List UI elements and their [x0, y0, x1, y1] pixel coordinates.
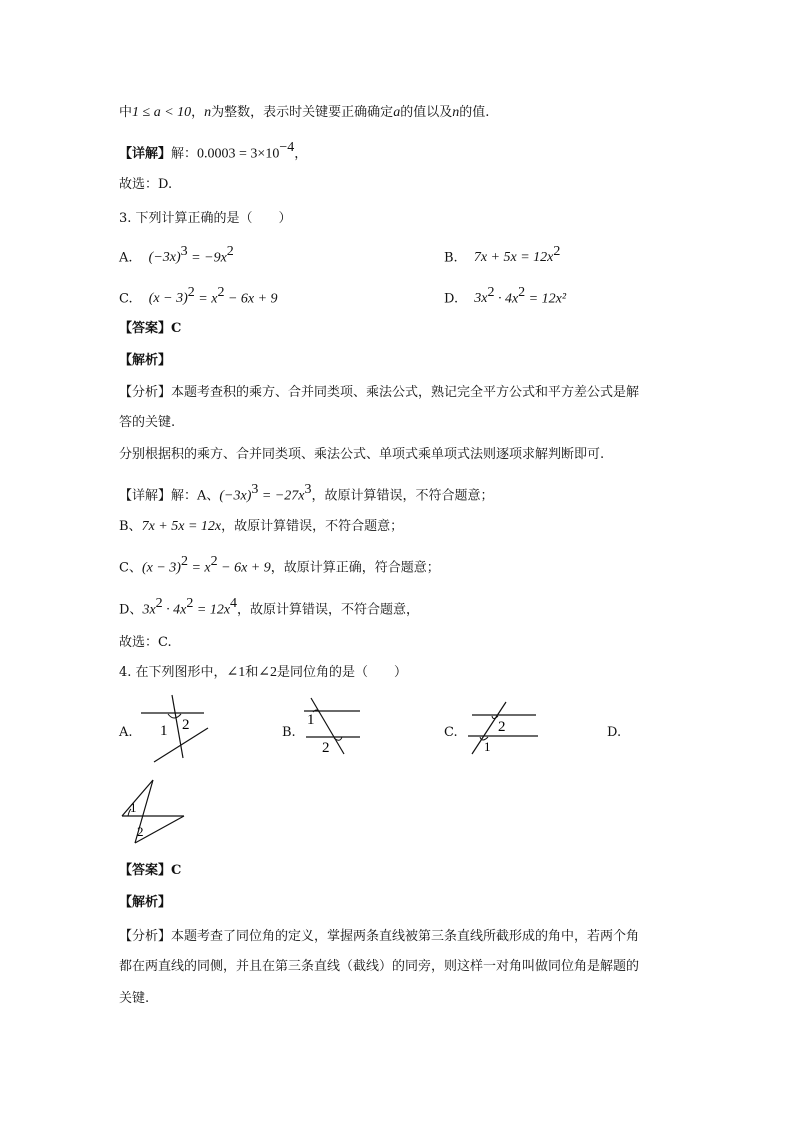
intro-line — [119, 104, 489, 122]
math-exponent: 2 — [217, 285, 225, 300]
figure-label-2: 2 — [137, 824, 144, 839]
figure-c — [462, 700, 542, 758]
math-expression: 3x — [142, 602, 156, 618]
detail-text: ，故原计算错误，不符合题意， — [237, 602, 420, 618]
math-expression: = 12x — [193, 602, 231, 618]
detail-text: D、 — [119, 602, 143, 618]
q3-answer: 【答案】C — [119, 321, 182, 336]
q4-option-a-letter: A. — [119, 725, 133, 740]
math-expression: (x − 3) — [141, 560, 181, 576]
detail-text: B、 — [119, 519, 142, 534]
math-exponent: 3 — [180, 244, 188, 259]
math-exponent: 2 — [226, 244, 234, 259]
q3-detail-b — [119, 518, 403, 536]
q3-detail-d — [119, 596, 419, 619]
math-exponent: 3 — [304, 482, 312, 497]
option-letter: B. — [444, 250, 458, 266]
q3-analysis-line-3: 分别根据积的乘方、合并同类项、乘法公式、单项式乘单项式法则逐项求解判断即可. — [119, 447, 605, 462]
math-exponent: 2 — [155, 596, 163, 611]
q3-option-d — [444, 285, 566, 308]
detail-text: ，故原计算正确，符合题意； — [270, 560, 440, 576]
detail-text: C、 — [119, 560, 142, 576]
figure-label-2: 2 — [498, 719, 506, 735]
math-expression: 7x + 5x = 12x — [141, 519, 222, 534]
detail-prev — [119, 140, 307, 163]
math-exponent: 2 — [180, 554, 188, 569]
math-exponent: −4 — [279, 140, 295, 155]
stem-text: 是同位角的是（ ） — [277, 665, 408, 680]
q4-analysis-tag: 【解析】 — [119, 895, 172, 910]
q3-analysis-line-1: 【分析】本题考查积的乘方、合并同类项、乘法公式，熟记完全平方公式和平方差公式是解 — [119, 385, 640, 400]
math-expression: 3x — [474, 291, 488, 307]
q3-stem: 3. 下列计算正确的是（ ） — [119, 211, 292, 226]
math-exponent: 2 — [487, 285, 495, 300]
figure-b — [302, 696, 364, 758]
q3-option-b — [444, 244, 560, 267]
intro-text: 为整数，表示时关键要正确确定 — [211, 105, 394, 120]
q4-answer: 【答案】C — [119, 863, 182, 878]
math-angle: ∠2 — [258, 665, 278, 680]
q3-detail-c — [119, 554, 440, 577]
figure-label-1: 1 — [160, 723, 168, 739]
option-letter: A. — [119, 250, 133, 266]
math-expression: − 6x + 9 — [217, 560, 271, 576]
math-var: n — [452, 105, 460, 120]
math-var: a — [393, 105, 401, 120]
figure-label-1: 1 — [484, 739, 491, 754]
math-expression: − 6x + 9 — [224, 291, 278, 307]
option-letter: C. — [119, 291, 133, 307]
figure-label-2: 2 — [322, 740, 330, 756]
intro-text: ， — [191, 105, 205, 120]
math-expression: 7x + 5x = 12x — [473, 250, 554, 266]
math-exponent: 2 — [187, 285, 195, 300]
intro-text: 的值. — [459, 105, 490, 120]
q4-option-b-letter: B. — [282, 725, 296, 740]
q3-detail-a — [119, 482, 494, 505]
q4-analysis-line-3: 关键. — [119, 991, 150, 1006]
stem-text: 4. 在下列图形中， — [119, 665, 227, 680]
q4-analysis-line-1: 【分析】本题考查了同位角的定义，掌握两条直线被第三条直线所截形成的角中，若两个角 — [119, 929, 640, 944]
figure-a — [136, 690, 212, 768]
math-expression: = x — [194, 291, 218, 307]
math-range: 1 ≤ a < 10 — [132, 105, 192, 120]
detail-text: 解： — [171, 146, 198, 162]
math-expression: = −9x — [187, 250, 227, 266]
option-letter: D. — [444, 291, 459, 307]
intro-text: 的值以及 — [400, 105, 453, 120]
q3-option-a — [119, 244, 234, 267]
figure-label-2: 2 — [182, 717, 190, 733]
q4-stem — [119, 664, 407, 682]
detail-text: ， — [294, 146, 308, 162]
q3-option-c — [119, 285, 278, 308]
math-expression: (−3x) — [219, 488, 252, 504]
q3-choose: 故选：C. — [119, 635, 172, 650]
choose-prev: 故选：D. — [119, 177, 173, 192]
math-exponent: 4 — [230, 596, 238, 611]
intro-text: 中 — [119, 105, 133, 120]
detail-tag: 【详解】 — [119, 146, 172, 162]
detail-text: ，故原计算错误，不符合题意； — [311, 488, 494, 504]
q4-analysis-line-2: 都在两直线的同侧，并且在第三条直线（截线）的同旁，则这样一对角叫做同位角是解题的 — [119, 959, 640, 974]
detail-text: ，故原计算错误，不符合题意； — [221, 519, 404, 534]
math-expression: = x — [187, 560, 211, 576]
math-expression: = −27x — [258, 488, 305, 504]
math-exponent: 2 — [518, 285, 526, 300]
q3-analysis-line-2: 答的关键. — [119, 415, 176, 430]
q4-option-d-letter: D. — [607, 725, 622, 740]
detail-text: 【详解】解：A、 — [119, 488, 220, 504]
math-exponent: 2 — [553, 244, 561, 259]
math-expression: · 4x — [494, 291, 519, 307]
math-exponent: 3 — [251, 482, 259, 497]
math-expression: 0.0003 = 3×10 — [197, 146, 280, 162]
stem-text: 和 — [245, 665, 259, 680]
math-expression: · 4x — [162, 602, 187, 618]
math-exponent: 2 — [210, 554, 218, 569]
math-expression: (−3x) — [148, 250, 181, 266]
figure-label-1: 1 — [130, 800, 137, 815]
figure-label-1: 1 — [307, 712, 315, 728]
math-var: n — [204, 105, 212, 120]
math-expression: (x − 3) — [148, 291, 188, 307]
math-expression: = 12x² — [525, 291, 567, 307]
q4-option-c-letter: C. — [444, 725, 458, 740]
figure-d — [116, 778, 188, 848]
q3-analysis-tag: 【解析】 — [119, 353, 172, 368]
math-angle: ∠1 — [226, 665, 246, 680]
math-exponent: 2 — [186, 596, 194, 611]
